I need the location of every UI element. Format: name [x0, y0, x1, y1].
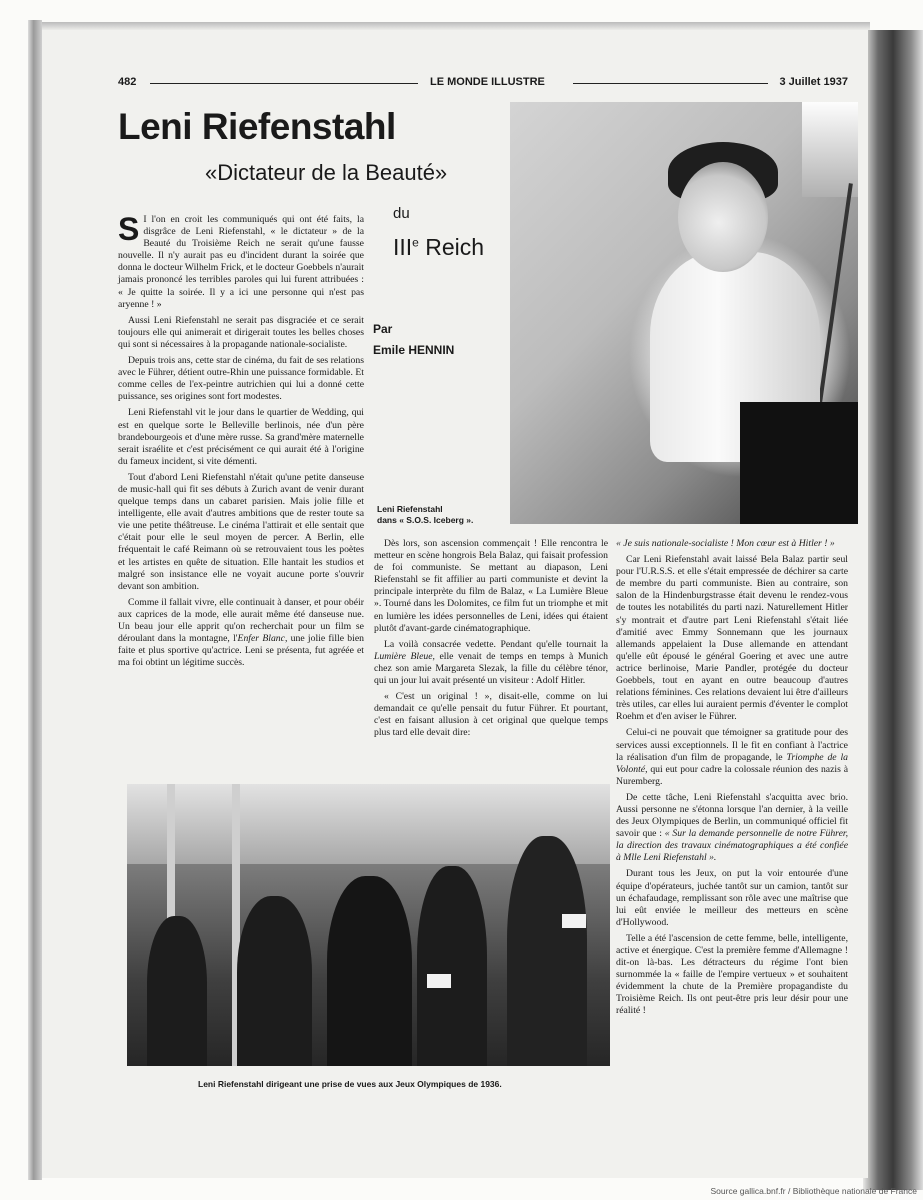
paragraph: Comme il fallait vivre, elle continuait à danser, et pour obéir aux caprices de la mode, elle aurait même été danseuse nue. Un beau jour elle apprit qu'on recherchait pour un film se déroulant dans la montagne, l'Enfer Blanc, une jolie fille bien faite et plus sportive qu'actrice. Leni se présenta, fut agréée et ma foi obtint un légitime succès. — [118, 596, 364, 669]
running-header — [118, 74, 848, 92]
photo-olympics-filming — [127, 784, 610, 1066]
book-spine-shadow — [863, 30, 923, 1190]
header-rule-right — [573, 83, 768, 84]
paragraph: Tout d'abord Leni Riefenstahl n'était qu'une petite danseuse de music-hall qui fit ses débuts à Zurich avant de venir durant quelque temps dans un cabaret parisien. Mais jolie fille et intelligente, elle avait d'autres ambitions que de rester toute sa vie une petite théâtreuse. Le cinéma l'attirait et elle sentait que c'était pour elle le seul moyen de percer. A Berlin, elle fréquentait le café Reimann où se retrouvaient tous les poètes et les artistes en quête de situation. Elle hantait les studios et malgré son insistance elle ne voyait aucune porte s'ouvrir devant son ambition. — [118, 471, 364, 592]
text-column-3 — [616, 538, 848, 1022]
byline-author: Emile HENNIN — [373, 343, 455, 357]
paragraph: Dès lors, son ascension commençait ! Elle rencontra le metteur en scène hongrois Bela Balaz, qui faisait profession de foi communiste. Se mettant au diapason, Leni Riefenstahl se fit affilier au parti communiste et devint la principale interprète du film de Balaz, « La Lumière Bleue ». Tourné dans les Dolomites, ce film fut un triomphe et mit en lumière les idées personnelles de Leni, idées qui étaient plutôt d'avant-garde cinématographique. — [374, 538, 608, 634]
paragraph: Durant tous les Jeux, on put la voir entourée d'une équipe d'opérateurs, juchée tantôt sur un camion, tantôt sur un échafaudage, remplissant son rôle avec une maîtrise que lui eût enviée le meilleur des metteurs en scène d'Hollywood. — [616, 868, 848, 928]
photo-caption-bottom: Leni Riefenstahl dirigeant une prise de vues aux Jeux Olympiques de 1936. — [198, 1079, 502, 1089]
paragraph: « C'est un original ! », disait-elle, comme on lui demandait ce qu'elle pensait du futur Führer. Et pourtant, c'est en faisant allusion à cet original que quelque temps plus tard elle devait dire: — [374, 691, 608, 739]
subtitle-du: du — [393, 205, 410, 222]
drop-cap: S — [118, 211, 140, 247]
text-column-1 — [118, 211, 364, 673]
page-edge-top — [40, 22, 870, 30]
text-column-2 — [374, 538, 608, 744]
paragraph: La voilà consacrée vedette. Pendant qu'elle tournait la Lumière Bleue, elle venait de temps en temps à Munich chez son amie Margareta Slezak, la fille du célèbre ténor, qui un jour lui avait présenté un visiteur : Adolf Hitler. — [374, 638, 608, 687]
paragraph: Depuis trois ans, cette star de cinéma, du fait de ses relations avec le Führer, détient outre-Rhin une puissance formidable. Et comme celles de l'ex-peintre autrichien qui lui a donné cette puissance, ses origines sont fort modestes. — [118, 355, 364, 403]
source-credit: Source gallica.bnf.fr / Bibliothèque nationale de France — [710, 1186, 917, 1196]
publication-name: LE MONDE ILLUSTRE — [430, 76, 545, 88]
paragraph: Leni Riefenstahl vit le jour dans le quartier de Wedding, qui est en quelque sorte le Belleville berlinois, née d'un père brandebourgeois et d'une mère russe. Sa grand'mère maternelle serait israélite et c'est précisément ce qui aurait été à l'origine du fameux incident, si vite démenti. — [118, 407, 364, 467]
paragraph: Car Leni Riefenstahl avait laissé Bela Balaz partir seul pour l'U.R.S.S. et elle s'était empressée de déchirer sa carte de membre du parti communiste. Bien au contraire, son salon de la Hindenburgstrasse était devenu le rendez-vous de toutes les notabilités du parti nazi. Naturellement Hitler s'y montrait et d'autre part Leni Riefenstahl s'était liée d'amitié avec Emmy Sonnemann que les journaux allemands appelaient la Duse allemande en attendant qu'elle eût épousé le général Goering et avec une autre actrice berlinoise, Marie Pandler, protégée du docteur Goebbels, tout en ayant en outre beaucoup d'autres relations féminines. Ces relations devaient lui être d'ailleurs très utiles, car elles lui auraient permis d'éventer le complot Roehm et d'en aviser le Führer. — [616, 554, 848, 723]
subtitle-reich: IIIe Reich — [393, 234, 485, 260]
page-edge-left — [28, 20, 42, 1180]
photo-leni-sos-iceberg — [510, 102, 858, 524]
quote-paragraph: « Je suis nationale-socialiste ! Mon cœur est à Hitler ! » — [616, 538, 835, 549]
header-rule-left — [150, 83, 418, 84]
article-title: Leni Riefenstahl — [118, 106, 396, 147]
article-subtitle: «Dictateur de la Beauté» — [205, 160, 448, 185]
byline-par: Par — [373, 322, 393, 336]
paragraph: Aussi Leni Riefenstahl ne serait pas disgraciée et ce serait toujours elle qui animerait et dirigerait toutes les belles choses qui sont si nécessaires à la propagande nationale-socialiste. — [118, 314, 364, 350]
paragraph: Telle a été l'ascension de cette femme, belle, intelligente, active et énergique. C'est la première femme d'Allemagne ! dit-on là-bas. Les détracteurs du régime l'ont bien surnommée la « faille de l'empire vertueux » et souhaitent évidemment la chute de la Première propagandiste du Troisième Reich. Ils ont peut-être pris leur désir pour une réalité ! — [616, 932, 848, 1017]
photo-caption-top: Leni Riefenstahl dans « S.O.S. Iceberg ». — [377, 504, 474, 525]
paragraph: De cette tâche, Leni Riefenstahl s'acquitta avec brio. Aussi personne ne s'étonna lorsque l'an dernier, à la veille des Jeux Olympiques de Berlin, un communiqué officiel fit savoir que : « Sur la demande personnelle de notre Führer, la direction des travaux cinématographiques a été confiée à Mlle Leni Riefenstahl ». — [616, 791, 848, 864]
page-number: 482 — [118, 76, 137, 88]
paragraph: Celui-ci ne pouvait que témoigner sa gratitude pour des services aussi exceptionnels. Il le fit en confiant à l'actrice la réalisation d'un film de propagande, le Triomphe de la Volonté, qui eut pour cadre la colossale réunion des nazis à Nuremberg. — [616, 727, 848, 787]
issue-date: 3 Juillet 1937 — [779, 76, 848, 88]
paragraph: S I l'on en croit les communiqués qui ont été faits, la disgrâce de Leni Riefenstahl, « le dictateur » de la Beauté du Troisième Reich ne serait qu'une fausse nouvelle. Il n'y aurait pas eu d'incident durant la soirée que donna le docteur Wilhelm Frick, et le docteur Goebbels n'aurait jamais prononcé les terribles paroles qui lui furent attribuées : « Je quitte la soirée. Il y a ici une personne qui n'est pas aryenne ! » — [118, 211, 364, 310]
